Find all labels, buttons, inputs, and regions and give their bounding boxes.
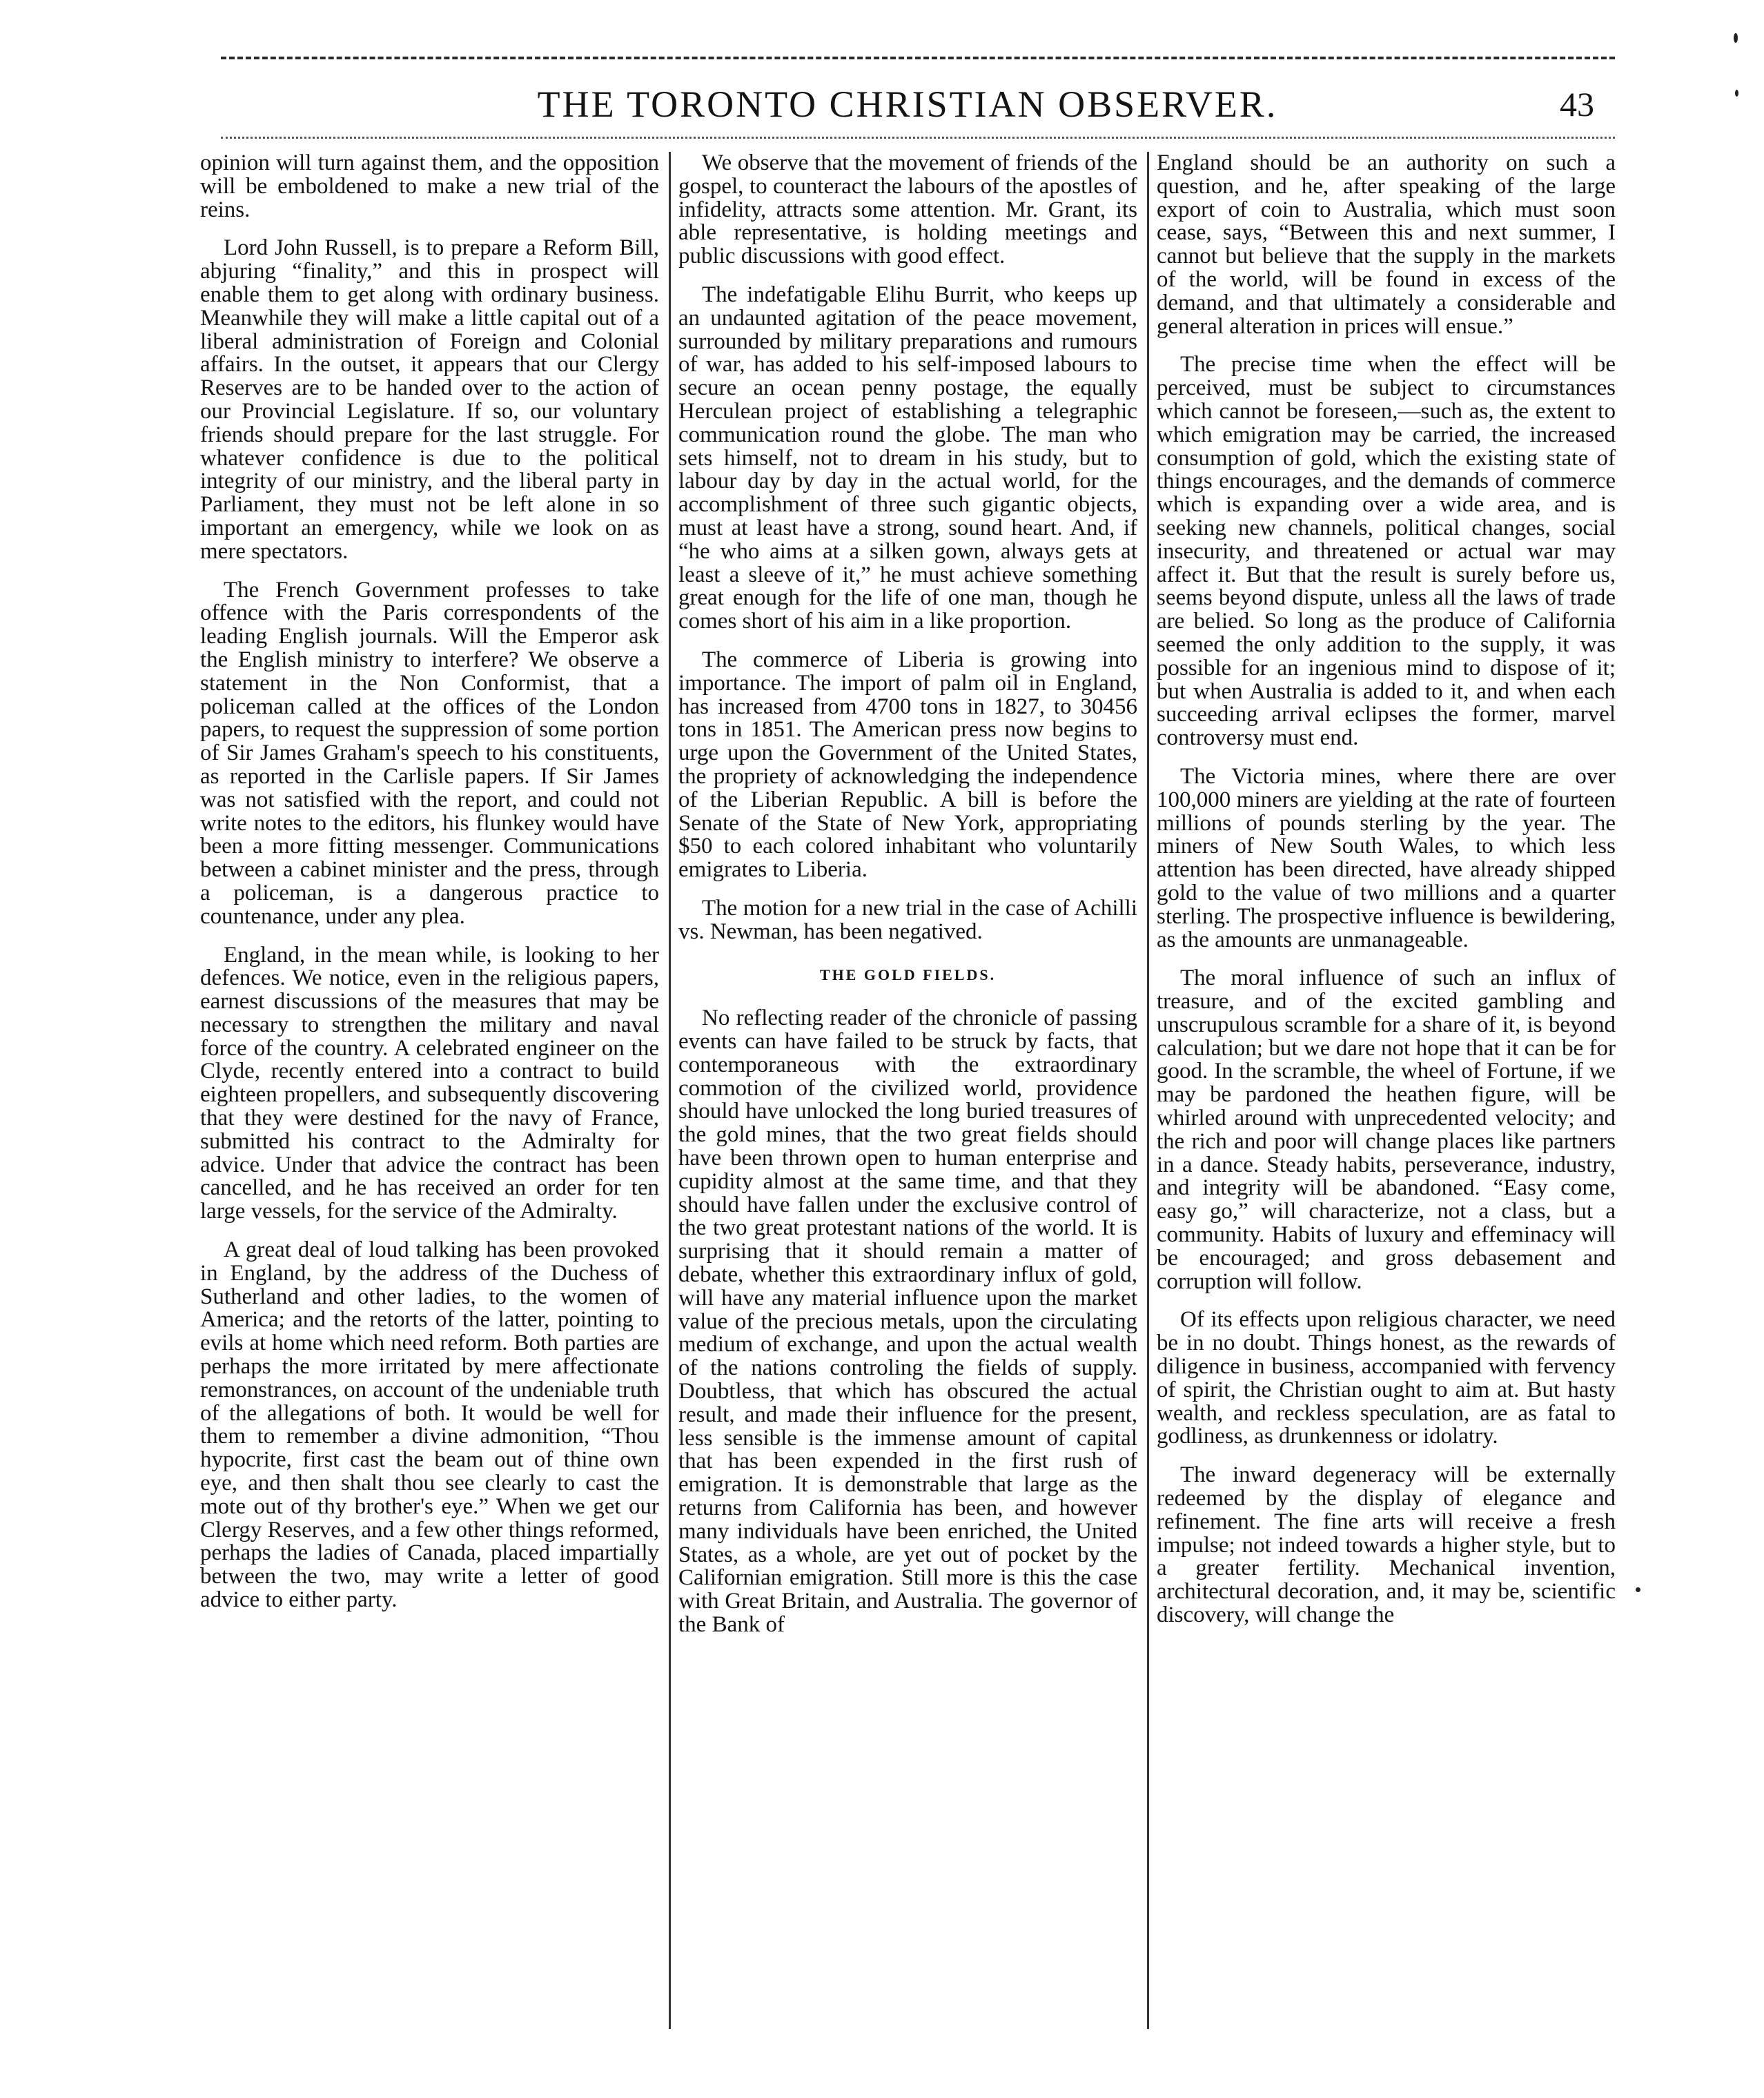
paragraph: Of its effects upon religious character, we need be in no doubt. Things honest, as the rewards of diligence in business, accompanied with fervency of spirit, the Christian ought to aim at. But hasty wealth, and reckless speculation, are as fatal to godliness, as drunkenness or idolatry.: [1157, 1307, 1616, 1449]
column-divider: [1147, 152, 1149, 2029]
paragraph: The motion for a new trial in the case of Achilli vs. Newman, has been negatived.: [678, 895, 1137, 944]
column-1: [200, 152, 659, 2057]
paragraph: The Victoria mines, where there are over 100,000 miners are yielding at the rate of fourteen millions of pounds sterling by the year. The miners of New South Wales, to which less attention has been directed, have already shipped gold to the value of two millions and a quarter sterling. The prospective influence is bewildering, as the amounts are unmanageable.: [1157, 763, 1616, 952]
column-3: [1157, 152, 1616, 2057]
paragraph: A great deal of loud talking has been provoked in England, by the address of the Duchess of Sutherland and other ladies, to the women of America; and the retorts of the latter, pointing to evils at home which need reform. Both parties are perhaps the more irritated by mere affectionate remonstrances, on account of the undeniable truth of the allegations of both. It would be well for them to remember a divine admonition, “Thou hypocrite, first cast the beam out of thine own eye, and then shalt thou see clearly to cast the mote out of thy brother's eye.” When we get our Clergy Reserves, and a few other things reformed, perhaps the ladies of Canada, placed impartially between the two, may write a letter of good advice to either party.: [200, 1237, 659, 1613]
paragraph: England should be an authority on such a question, and he, after speaking of the large export of coin to Australia, which must soon cease, says, “Between this and next summer, I cannot but believe that the supply in the markets of the world, will be found in excess of the demand, and that ultimately a considerable and general alteration in prices will ensue.”: [1157, 152, 1616, 339]
column-divider: [669, 152, 671, 2029]
newspaper-page: [200, 41, 1615, 2057]
newspaper-title: THE TORONTO CHRISTIAN OBSERVER.: [537, 84, 1278, 125]
paragraph: No reflecting reader of the chronicle of passing events can have failed to be struck by facts, that contemporaneous with the extraordinary commotion of the civilized world, providence should have unlocked the long buried treasures of the gold mines, that the two great fields should have been thrown open to human enterprise and cupidity almost at the same time, and that they should have fallen under the exclusive control of the two great protestant nations of the world. It is surprising that it should remain a matter of debate, whether this extraordinary influx of gold, will have any material influence upon the market value of the precious metals, upon the circulating medium of exchange, and upon the actual wealth of the nations controling the fields of supply. Doubtless, that which has obscured the actual result, and made their influence for the present, less sensible is the immense amount of capital that has been expended in the first rush of emigration. It is demonstrable that large as the returns from California has been, and however many individuals have been enriched, the United States, as a whole, are yet out of pocket by the Californian emigration. Still more is this the case with Great Britain, and Australia. The governor of the Bank of: [678, 1006, 1137, 1638]
page-number: 43: [1560, 85, 1594, 124]
scan-speck: [1636, 1587, 1640, 1592]
scan-speck: [1734, 33, 1738, 43]
header-underline-rule: [221, 137, 1615, 139]
paragraph: The indefatigable Elihu Burrit, who keeps up an undaunted agitation of the peace movement, surrounded by military preparations and rumours of war, has added to his self-imposed labours to secure an ocean penny postage, the equally Herculean project of establishing a telegraphic communication round the globe. The man who sets himself, not to dream in his study, but to labour day by day in the actual world, for the accomplishment of three such gigantic objects, must at least have a strong, sound heart. And, if “he who aims at a silken gown, always gets at least a sleeve of it,” he must achieve something great enough for the life of one man, though he comes short of his aim in a like proportion.: [678, 282, 1137, 634]
paragraph: The commerce of Liberia is growing into importance. The import of palm oil in England, has increased from 4700 tons in 1827, to 30456 tons in 1851. The American press now begins to urge upon the Government of the United States, the propriety of acknowledging the independence of the Liberian Republic. A bill is before the Senate of the State of New York, appropriating $50 to each colored inhabitant who voluntarily emigrates to Liberia.: [678, 647, 1137, 883]
paragraph: Lord John Russell, is to prepare a Reform Bill, abjuring “finality,” and this in prospect will enable them to get along with ordinary business. Meanwhile they will make a little capital out of a liberal administration of Foreign and Colonial affairs. In the outset, it appears that our Clergy Reserves are to be handed over to the action of our Provincial Legislature. If so, our voluntary friends should prepare for the last struggle. For whatever confidence is due to the political integrity of our ministry, and the liberal party in Parliament, they must not be left alone in so important an emergency, while we look on as mere spectators.: [200, 235, 659, 564]
section-heading: THE GOLD FIELDS.: [819, 965, 997, 983]
paragraph: The moral influence of such an influx of treasure, and of the excited gambling and unscrupulous scramble for a share of it, is beyond calculation; but we dare not hope that it can be for good. In the scramble, the wheel of Fortune, if we may be pardoned the heathen figure, will be whirled around with unprecedented velocity; and the rich and poor will change places like partners in a dance. Steady habits, perseverance, industry, and integrity will be abandoned. “Easy come, easy go,” will characterize, not a class, but a community. Habits of luxury and effeminacy will be encouraged; and gross debasement and corruption will follow.: [1157, 965, 1616, 1294]
paragraph: We observe that the movement of friends of the gospel, to counteract the labours of the apostles of infidelity, attracts some attention. Mr. Grant, its able representative, is holding meetings and public discussions with good effect.: [678, 152, 1137, 269]
top-border-rule: [221, 57, 1615, 59]
paragraph: The inward degeneracy will be externally redeemed by the display of elegance and refinement. The fine arts will receive a fresh impulse; not indeed towards a higher style, but to a greater fertility. Mechanical invention, architectural decoration, and, it may be, scientific discovery, will change the: [1157, 1462, 1616, 1628]
paragraph: The French Government professes to take offence with the Paris correspondents of the leading English journals. Will the Emperor ask the English ministry to interfere? We observe a statement in the Non Conformist, that a policeman called at the offices of the London papers, to request the suppression of some portion of Sir James Graham's speech to his constituents, as reported in the Carlisle papers. If Sir James was not satisfied with the report, and could not write notes to the editors, his flunkey would have been a more fitting messenger. Communications between a cabinet minister and the press, through a policeman, is a dangerous practice to countenance, under any plea.: [200, 577, 659, 929]
column-2: [678, 152, 1137, 2057]
article-columns: [200, 152, 1615, 2057]
page-header: [200, 80, 1615, 128]
scan-speck: [1735, 90, 1738, 97]
paragraph: England, in the mean while, is looking to her defences. We notice, even in the religious papers, earnest discussions of the measures that may be necessary to strengthen the military and naval force of the country. A celebrated engineer on the Clyde, recently entered into a contract to build eighteen propellers, and subsequently discovering that they were destined for the navy of France, submitted his contract to the Admiralty for advice. Under that advice the contract has been cancelled, and he has received an order for ten large vessels, for the service of the Admiralty.: [200, 942, 659, 1224]
paragraph: The precise time when the effect will be perceived, must be subject to circumstances which cannot be foreseen,—such as, the extent to which emigration may be carried, the increased consumption of gold, which the existing state of things encourages, and the demands of commerce which is expanding over a wide area, and is seeking new channels, political changes, social insecurity, and threatened or actual war may affect it. But that the result is surely before us, seems beyond dispute, unless all the laws of trade are belied. So long as the produce of California seemed the only addition to the supply, it was possible for an ingenious mind to dispose of it; but when Australia is added to it, and when each succeeding arrival eclipses the former, marvel controversy must end.: [1157, 352, 1616, 751]
paragraph: opinion will turn against them, and the opposition will be emboldened to make a new trial of the reins.: [200, 152, 659, 222]
